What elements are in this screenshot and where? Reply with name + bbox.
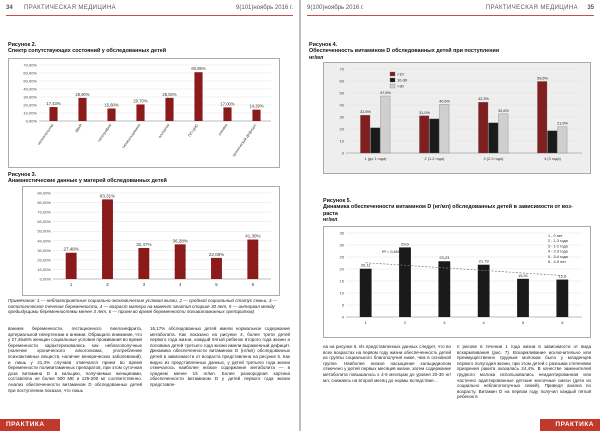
y-tick-label: 25 [339,254,344,260]
fig4-chart [323,62,591,174]
bar-value-label: 29,0 [401,241,409,247]
bar-value-label: 15,60% [104,102,119,108]
x-tick-label: 5 [521,320,525,325]
journal-title: ПРАКТИЧЕСКАЯ МЕДИЦИНА [485,5,578,11]
y-tick-label: 10,00% [23,110,37,116]
x-tick-label: 4 [482,320,485,325]
bar [558,127,568,153]
fig5-svg [324,227,590,337]
bar [517,279,529,317]
bar-value-label: 31,5% [360,110,371,115]
y-tick-label: 50,00% [37,228,51,234]
y-tick-label: 5 [341,302,344,308]
y-tick-label: 20 [339,126,344,132]
y-tick-label: 20,00% [37,257,51,263]
y-tick-label: 70 [339,66,344,72]
y-tick-label: 90,00% [37,190,51,196]
bar [370,128,380,153]
y-tick-label: 0,00% [39,276,51,282]
bar [247,240,258,279]
fig5-caption [323,198,573,224]
fig2-svg [9,59,279,167]
fig4-caption-title: Обеспеченность витамином D обследованных детей при поступлении [309,48,500,55]
bar [488,123,498,153]
fig3-caption [8,172,167,185]
y-tick-label: 30,00% [23,94,37,100]
page-number: 34 [6,5,13,11]
x-tick-label: 1 (до 1 года) [364,157,387,161]
fig4-caption-number: Рисунок 4. [309,42,338,48]
journal-title: ПРАКТИЧЕСКАЯ МЕДИЦИНА [24,5,117,11]
y-tick-label: 0,00% [25,118,37,124]
bar [175,244,186,279]
issue-label: 9(101)ноябрь 2016 г. [236,5,293,11]
bar-value-label: 22,08% [208,251,225,257]
bar-value-label: 21,79 [478,258,489,264]
x-tick-label: неонатальная [36,123,55,146]
bar-value-label: 36,28% [172,238,188,244]
bar [223,107,231,121]
y-tick-label: 10,00% [37,266,51,272]
bar-value-label: 27,48% [63,246,79,252]
bar-value-label: 20,70% [133,98,148,104]
y-tick-label: 60,00% [37,219,51,225]
x-tick-label: 6 [251,282,255,287]
bar-value-label: 28,90% [75,91,90,97]
bar-value-label: 60,89% [191,66,206,72]
y-tick-label: 60,00% [23,70,37,76]
bar [211,258,222,279]
fig5-caption-age: раста [323,210,338,217]
bar [440,104,450,153]
right-text-column-2: п рисове в течении 1 года жизни в зависимости от вида вскармливания (рис. 7). Вскармливание исключительно или преимущественно грудным молоком было у младенцев первого полугодия жизни, при этом детей с разными степенями призрения ракита оказалась 24,4%. В качестве заменителей грудного молока использовались неадаптированная или частично адаптированные детские молочные смеси (дети из социально неблагополучных семей). Приведя анализ по возрасту. Витамин D на первом году получил каждый пятый ребенок в [457,344,591,400]
legend-swatch [390,72,395,76]
right-footer-logo: ПРАКТИКА [555,421,594,428]
y-tick-label: 10 [339,138,344,144]
x-tick-label: 6 [561,320,564,325]
bar [102,199,113,279]
bar-value-label: 15,91 [517,272,529,278]
bar [165,98,173,121]
bar [556,280,568,317]
x-tick-label: 4 [178,282,182,287]
y-tick-label: 70,00% [23,62,37,68]
bar-value-label: 17,00% [220,101,235,107]
bar [78,98,86,121]
fig3-caption-title: Анамнестические данные у матерей обследованных детей [8,178,167,185]
bar [138,248,149,279]
legend-label: 2 - 1-3 года [548,239,568,244]
y-tick-label: 30,00% [37,247,51,253]
bar [419,116,429,153]
bar [399,247,411,317]
fig5-caption-title: Динамика обеспеченности витамином D (нг/мл) обследованных детей в зависимости от воз- [323,204,573,211]
y-tick-label: 60 [339,78,344,84]
x-tick-label: аллергия [157,123,171,139]
x-tick-label: 4 (3 года) [544,157,561,161]
page-number: 35 [587,5,594,11]
legend-label: 4 - 2-3 года [548,249,568,254]
bar [438,261,450,317]
bar-value-label: 42,3% [478,97,489,102]
bar [360,115,370,153]
fig3-note: Примечание: 1 — неблагоприятные социально-экономические условия жизни, 2 — средний социальный статус семьи, 3 — патологическое течение беременности, 4 — возраст матери на момент зачатия старше 30 лет, 5 — интервал между предыдущими беременностями менее 3 лет, 6 — прием во время беременности поливитаминных препаратов) [8,298,278,315]
x-tick-label: 2 [403,320,407,325]
legend-label: 1 - 0 лет [548,234,563,238]
fig5-caption-unit: нг/мл [323,217,338,224]
y-tick-label: 15 [339,278,344,284]
fig4-caption-unit: нг/мл [309,54,324,61]
left-header [6,4,293,16]
y-tick-label: 50 [339,90,344,96]
left-footer-logo: ПРАКТИКА [6,421,45,428]
y-tick-label: 30 [339,114,344,120]
bar [478,265,490,317]
y-tick-label: 70,00% [37,209,51,215]
y-tick-label: 40,00% [23,86,37,92]
legend-label: >30 [397,83,404,89]
y-tick-label: 20 [339,266,344,272]
right-header [307,4,594,16]
fig4-caption [309,42,499,61]
y-tick-label: 40,00% [37,238,51,244]
bar [537,81,547,153]
bar [194,72,202,121]
y-tick-label: 80,00% [37,200,51,206]
bar [478,102,488,153]
y-tick-label: 0 [341,314,344,320]
bar [499,114,509,153]
x-tick-label: 3 [142,282,146,287]
bar [136,104,144,121]
bar-value-label: 28,93% [162,91,177,97]
y-tick-label: 30 [339,242,344,248]
bar [49,107,57,121]
bar-value-label: 59,6% [537,76,548,81]
x-tick-label: ПП ЦНС [187,123,200,138]
right-page [301,0,600,431]
legend-swatch [390,84,395,88]
x-tick-label: 2 [106,282,109,287]
legend-label: 6 - 4-5 лет [548,260,566,264]
bar-value-label: 31,0% [419,110,430,115]
y-tick-label: 10 [339,290,344,296]
bar [66,253,77,279]
legend-label: <10 [397,71,404,77]
bar-value-label: 21,9% [557,121,568,126]
left-footer-bar [0,419,60,431]
fig2-caption-title: Спектр сопутствующих состояний у обследованных детей [8,48,167,55]
bar-value-label: 14,29% [249,103,264,109]
y-tick-label: 40 [339,102,344,108]
bar-value-label: 40,6% [439,99,450,104]
x-tick-label: 5 [215,282,218,287]
bar [381,96,391,153]
x-tick-label: 2 (1-2 года) [424,157,445,161]
x-tick-label: гипокальциемия [121,123,142,150]
x-tick-label: 3 [443,320,446,325]
fig5-caption-number: Рисунок 5. [323,198,352,204]
bar [360,269,372,317]
fig5-chart [323,226,591,338]
x-tick-label: хронический дефицит [231,123,258,158]
x-tick-label: 1 [69,282,73,287]
bar-value-label: 15,6 [558,273,567,279]
bar-value-label: 41,30% [245,233,261,239]
legend-label: 3 - 1-2 года [548,244,568,249]
y-tick-label: 50,00% [23,78,37,84]
x-tick-label: анемия [217,123,229,137]
bar-value-label: 20,11 [360,262,371,268]
fig3-svg [23,187,279,295]
bar-value-label: 32,47% [136,241,152,247]
y-tick-label: 35 [339,230,344,236]
fig2-caption-number: Рисунок 2. [8,42,37,48]
left-page [0,0,299,431]
x-tick-label: 3 (2-3 года) [483,157,504,161]
fig2-caption [8,42,166,55]
bar [429,119,439,153]
bar [252,110,260,121]
left-text-column-1: ванием беременности, гестационного пиелонефрита, артериальной гипертензии и анемии. Обращало внимание, что у 27,48±5% женщин социальные условия проживания во время беременности характеризовались как неблагополучные (наличие хронического алкоголизма, употребление психоактивных веществ, наличие венерических заболеваний), и лишь у 41,3% случаев отмечался прием во время беременности поливитаминных препаратов, при этом суточная доза витамина D в кальцию, получаемых женщинами, составляла не более 500 МЕ и 125-200 мг соответственно. Анализ обеспеченности витамином D обследованных детей при поступлении показал, что лишь [8,326,142,393]
bar-value-label: 32,6% [498,108,509,113]
legend-swatch [390,78,395,82]
x-tick-label: 1 [364,320,367,325]
fig3-caption-number: Рисунок 3. [8,172,37,178]
bar-value-label: 23,23 [439,255,450,261]
right-footer-bar [540,419,600,431]
fig3-chart [22,186,280,296]
x-tick-label: ЗВУР [74,123,84,134]
bar-value-label: 47,5% [380,91,391,95]
bar [107,109,115,121]
left-text-column-2: 16,17% обследованных детей имели нормальное содержание метаболита. Как показано на рисунке 4, более трети детей первого года жизни, каждый пятый ребенок второго года жизни и половина детей третьего года жизни имели выраженный дефицит. Динамика обеспеченности витамином D (нг/мл) обследованных детей в зависимости от возраста представлена на рисунке 5. Как видно из представленных данных, у детей третьего года жизни отмечалось наиболее низкое содержание метаболита — в среднем менее 15 нг/мл. Более разнородная картина обеспеченности витамином D у детей первого года жизни представле- [150,326,290,387]
fig4-svg [324,63,590,173]
y-tick-label: 20,00% [23,102,37,108]
right-text-column-1: на на рисунке 6. Из представленных данных следует, что во всех возрастах на первом году жизни обеспеченность детей из группы социального благополучия ниже, чем в основной группе. Наиболее низкое насыщение кальцидиолом отмечено у детей первых месяцев жизни, затем содержание метаболита повышалось к 4-5 месяцам до уровня 20-30 нг/мл, снижаясь на второй месяц до нормы вследствие… [323,344,451,383]
legend-label: 10-30 [397,77,408,83]
issue-label: 9(100)ноябрь 2016 г. [307,5,364,11]
y-tick-label: 0 [341,150,344,156]
x-tick-label: гипотрофия [97,123,113,143]
bar [547,131,557,153]
bar-value-label: 83,31% [99,193,116,199]
trend-label: R² = 0,5693 [382,250,402,254]
legend-label: 5 - 3-4 года [548,254,568,259]
fig2-chart [8,58,280,168]
bar-value-label: 17,43% [46,101,61,107]
